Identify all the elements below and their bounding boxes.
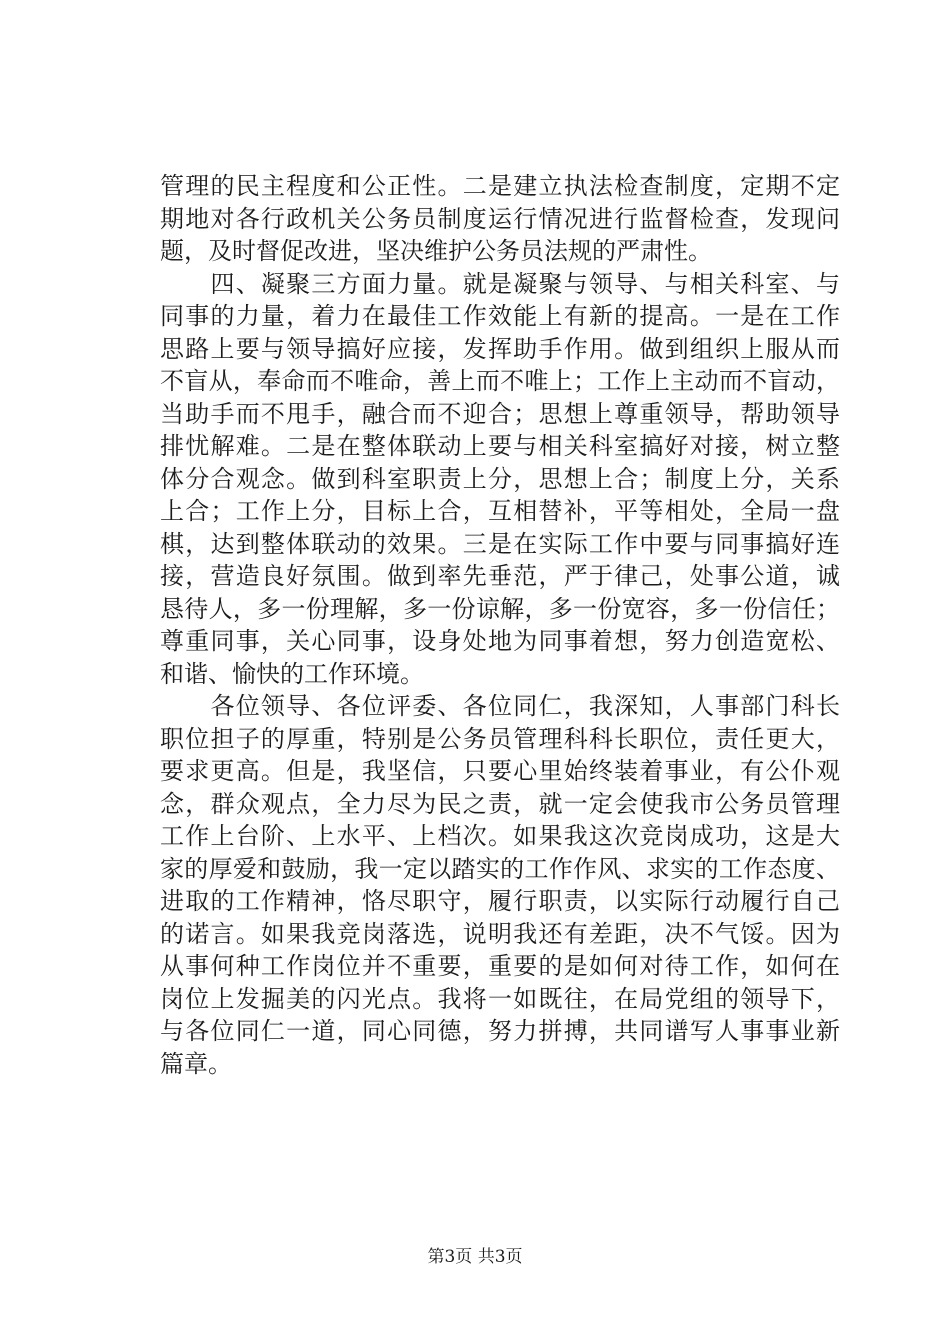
- text-line: 题，及时督促改进，坚决维护公务员法规的严肃性。: [160, 237, 712, 265]
- text-line: 接，营造良好氛围。做到率先垂范，严于律己，处事公道，诚: [160, 562, 840, 590]
- text-line: 管理的民主程度和公正性。二是建立执法检查制度，定期不定: [160, 172, 840, 200]
- text-line: 各位领导、各位评委、各位同仁，我深知，人事部门科长: [160, 692, 840, 720]
- text-line: 四、凝聚三方面力量。就是凝聚与领导、与相关科室、与: [160, 269, 840, 298]
- text-line: 与各位同仁一道，同心同德，努力拼搏，共同谱写人事事业新: [160, 1017, 840, 1045]
- text-line: 要求更高。但是，我坚信，只要心里始终装着事业，有公仆观: [160, 757, 840, 785]
- text-line: 恳待人，多一份理解，多一份谅解，多一份宽容，多一份信任；: [160, 594, 840, 623]
- text-line: 当助手而不甩手，融合而不迎合；思想上尊重领导，帮助领导: [160, 399, 840, 428]
- text-line: 尊重同事，关心同事，设身处地为同事着想，努力创造宽松、: [160, 627, 840, 655]
- body-text: [160, 170, 840, 1080]
- text-line: 的诺言。如果我竞岗落选，说明我还有差距，决不气馁。因为: [160, 919, 840, 948]
- text-line: 家的厚爱和鼓励，我一定以踏实的工作作风、求实的工作态度、: [160, 854, 840, 883]
- text-line: 念，群众观点，全力尽为民之责，就一定会使我市公务员管理: [160, 789, 840, 818]
- text-line: 职位担子的厚重，特别是公务员管理科科长职位，责任更大，: [160, 724, 840, 753]
- text-line: 不盲从，奉命而不唯命，善上而不唯上；工作上主动而不盲动，: [160, 367, 840, 395]
- text-line: 进取的工作精神，恪尽职守，履行职责，以实际行动履行自己: [160, 887, 840, 915]
- text-line: 从事何种工作岗位并不重要，重要的是如何对待工作，如何在: [160, 952, 840, 980]
- text-line: 体分合观念。做到科室职责上分，思想上合；制度上分，关系: [160, 464, 840, 493]
- text-line: 和谐、愉快的工作环境。: [160, 659, 424, 688]
- text-line: 岗位上发掘美的闪光点。我将一如既往，在局党组的领导下，: [160, 984, 840, 1013]
- text-line: 思路上要与领导搞好应接，发挥助手作用。做到组织上服从而: [160, 334, 840, 363]
- text-line: 期地对各行政机关公务员制度运行情况进行监督检查，发现问: [160, 204, 840, 233]
- text-line: 上合；工作上分，目标上合，互相替补，平等相处，全局一盘: [160, 497, 840, 525]
- text-line: 篇章。: [160, 1049, 232, 1078]
- text-line: 棋，达到整体联动的效果。三是在实际工作中要与同事搞好连: [160, 529, 840, 558]
- text-line: 同事的力量，着力在最佳工作效能上有新的提高。一是在工作: [160, 302, 840, 330]
- text-line: 排忧解难。二是在整体联动上要与相关科室搞好对接，树立整: [160, 432, 840, 460]
- page-footer: 第3页 共3页: [427, 1247, 523, 1267]
- text-line: 工作上台阶、上水平、上档次。如果我这次竞岗成功，这是大: [160, 822, 840, 850]
